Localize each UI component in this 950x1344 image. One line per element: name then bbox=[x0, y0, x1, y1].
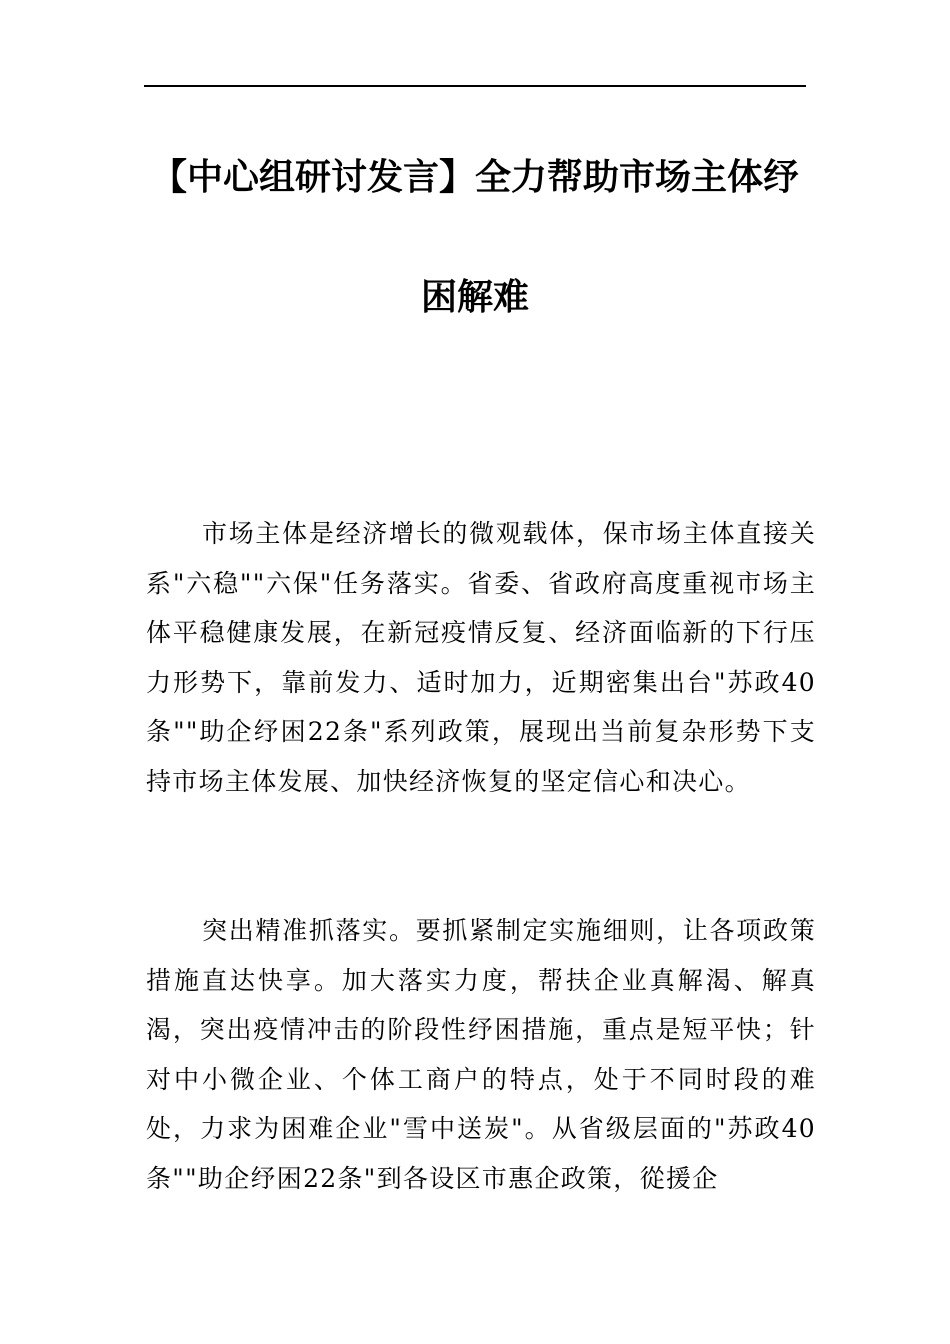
header-rule bbox=[144, 85, 806, 87]
body-paragraph-1: 市场主体是经济增长的微观载体，保市场主体直接关系"六稳""六保"任务落实。省委、省政府高度重视市场主体平稳健康发展，在新冠疫情反复、经济面临新的下行压力形势下，靠前发力、适时加力，近期密集出台"苏政40条""助企纾困22条"系列政策，展现出当前复杂形势下支持市场主体发展、加快经济恢复的坚定信心和决心。 bbox=[146, 519, 816, 796]
document-title-line-1: 【中心组研讨发言】全力帮助市场主体纾 bbox=[150, 157, 799, 198]
document-title-line-2: 困解难 bbox=[420, 277, 529, 318]
body-paragraph-2: 突出精准抓落实。要抓紧制定实施细则，让各项政策措施直达快享。加大落实力度，帮扶企业真解渴、解真渴，突出疫情冲击的阶段性纾困措施，重点是短平快；针对中小微企业、个体工商户的特点，处于不同时段的难处，力求为困难企业"雪中送炭"。从省级层面的"苏政40条""助企纾困22条"到各设区市惠企政策，從援企 bbox=[146, 916, 816, 1193]
